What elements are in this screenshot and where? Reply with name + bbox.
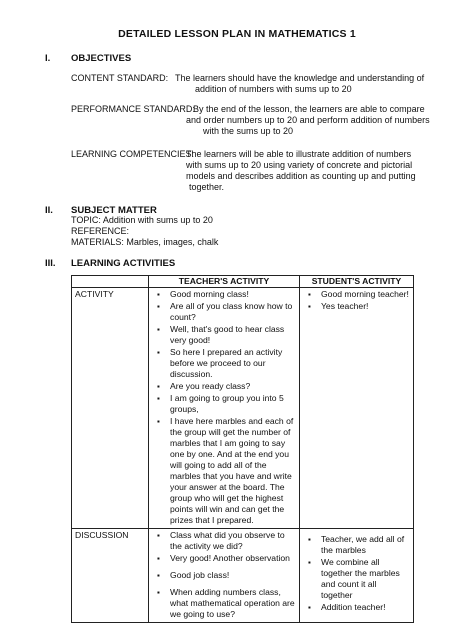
content-standard-label: CONTENT STANDARD: <box>71 73 169 83</box>
performance-standard-line-1: By the end of the lesson, the learners are able to compare <box>193 104 425 114</box>
list-item: ▪ Are all of you class know how to count? <box>170 301 296 323</box>
discussion-student-cell <box>299 529 413 623</box>
activity-teacher-cell <box>149 288 300 529</box>
list-item: ▪ When adding numbers class, what mathematical operation are we going to use? <box>170 587 296 620</box>
section-2-number: II. <box>45 205 53 216</box>
competencies-line-4: together. <box>189 182 225 192</box>
row-label-discussion: DISCUSSION <box>72 529 149 623</box>
section-3-number: III. <box>45 258 56 269</box>
list-item: ▪ Very good! Another observation <box>170 553 296 564</box>
content-standard-line-1: The learners should have the knowledge and understanding of <box>175 73 425 83</box>
table-row <box>72 529 414 623</box>
list-item: ▪ So here I prepared an activity before we proceed to our discussion. <box>170 347 296 380</box>
list-item: ▪ Good morning class! <box>170 289 296 300</box>
list-item: ▪ Well, that's good to hear class very good! <box>170 324 296 346</box>
table-row <box>72 288 414 529</box>
section-1-number: I. <box>45 53 51 64</box>
list-item: ▪ Good job class! <box>170 570 296 581</box>
content-standard-line-2: addition of numbers with sums up to 20 <box>195 84 352 94</box>
header-student-activity: STUDENT'S ACTIVITY <box>299 276 413 288</box>
performance-standard-line-3: with the sums up to 20 <box>203 126 294 136</box>
competencies-line-2: with sums up to 20 using variety of concrete and pictorial <box>186 160 413 170</box>
activity-student-cell <box>299 288 413 529</box>
learning-activities-table <box>71 275 414 623</box>
header-teacher-activity: TEACHER'S ACTIVITY <box>149 276 300 288</box>
table-header-row <box>72 276 414 288</box>
header-blank-cell <box>72 276 149 288</box>
row-label-activity: ACTIVITY <box>72 288 149 529</box>
section-1-heading: OBJECTIVES <box>71 53 132 64</box>
subject-materials: MATERIALS: Marbles, images, chalk <box>71 237 219 247</box>
list-item: ▪ Are you ready class? <box>170 381 296 392</box>
competencies-line-1: The learners will be able to illustrate addition of numbers <box>186 149 412 159</box>
list-item: ▪ I have here marbles and each of the group will get the number of marbles that I am going to say one by one. And at the end you will going to add all of the marbles that you have and write your answer at the board. The group who will get the highest points will win and can get the prizes that I prepared. <box>170 416 296 526</box>
section-3-heading: LEARNING ACTIVITIES <box>71 258 176 269</box>
discussion-teacher-cell <box>149 529 300 623</box>
competencies-line-3: models and describes addition as counting up and putting <box>186 171 416 181</box>
performance-standard-line-2: and order numbers up to 20 and perform addition of numbers <box>186 115 430 125</box>
document-title: DETAILED LESSON PLAN IN MATHEMATICS 1 <box>118 28 356 40</box>
competencies-label: LEARNING COMPETENCIES: <box>71 149 195 159</box>
subject-reference: REFERENCE: <box>71 226 130 236</box>
list-item: ▪ Yes teacher! <box>321 301 410 312</box>
list-item: ▪ Addition teacher! <box>321 602 410 613</box>
section-2-heading: SUBJECT MATTER <box>71 205 157 216</box>
list-item: ▪ We combine all together the marbles and count it all together <box>321 557 410 601</box>
list-item: ▪ I am going to group you into 5 groups, <box>170 393 296 415</box>
list-item: ▪ Teacher, we add all of the marbles <box>321 534 410 556</box>
performance-standard-label: PERFORMANCE STANDARD: <box>71 104 195 114</box>
list-item: ▪ Good morning teacher! <box>321 289 410 300</box>
list-item: ▪ Class what did you observe to the activity we did? <box>170 530 296 552</box>
subject-topic: TOPIC: Addition with sums up to 20 <box>71 215 213 225</box>
